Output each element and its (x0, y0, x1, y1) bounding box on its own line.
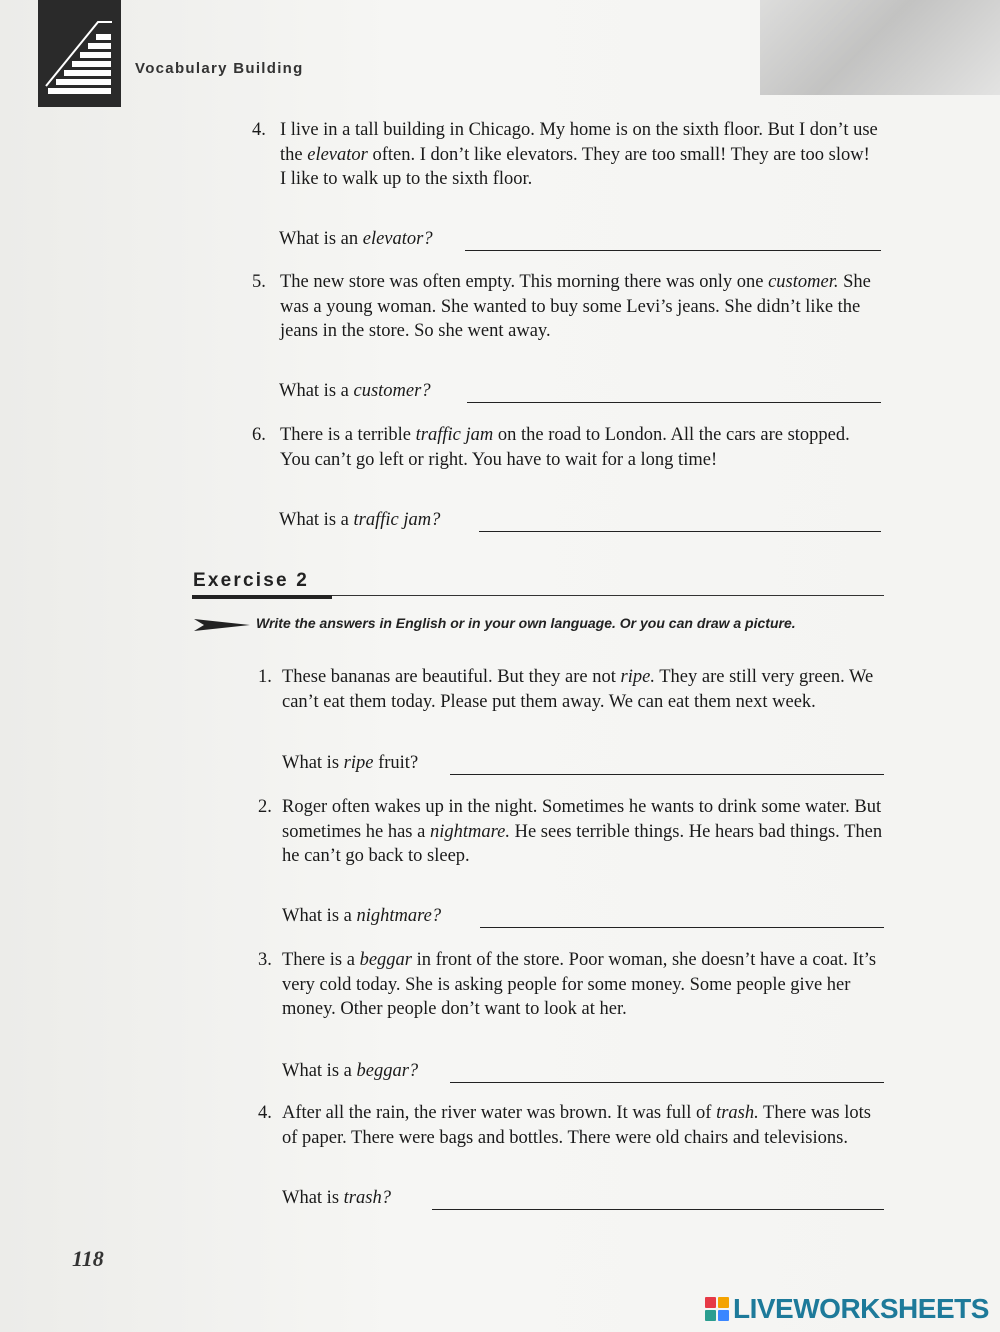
liveworksheets-icon (705, 1297, 729, 1321)
answer-input-beggar[interactable] (450, 1082, 884, 1083)
item-text: There is a beggar in front of the store. Poor woman, she doesn’t have a coat. It’s very cold today. She is asking people for some money. Some people give her money. Other people don’t want to look at her. (282, 950, 877, 1019)
item-number: 3. (258, 950, 272, 970)
exercise-title-underline (192, 595, 332, 599)
page-number: 118 (72, 1246, 104, 1271)
item-text: After all the rain, the river water was brown. It was full of trash. There was lots of paper. There were bags and bottles. There were old chairs and televisions. (282, 1103, 871, 1148)
exercise-rule (332, 595, 884, 596)
question-row (279, 510, 883, 534)
item-text: I live in a tall building in Chicago. My home is on the sixth floor. But I don’t use the elevator often. I don’t like elevators. They are too small! They are too slow! I like to walk up to the sixth floor. (280, 120, 878, 189)
question-row (279, 229, 883, 253)
arrow-icon (194, 617, 250, 633)
question-row (282, 1188, 884, 1212)
question-label: What is a customer? (279, 381, 431, 401)
exercise-title: Exercise 2 (193, 570, 310, 591)
question-row (279, 381, 883, 405)
question-row (282, 1061, 884, 1085)
answer-input-elevator[interactable] (465, 250, 881, 251)
item-number: 1. (258, 667, 272, 687)
question-label: What is a beggar? (282, 1061, 419, 1081)
answer-input-ripe[interactable] (450, 774, 884, 775)
item-number: 5. (252, 272, 266, 292)
question-row (282, 753, 884, 777)
liveworksheets-logo (705, 1293, 989, 1325)
answer-input-customer[interactable] (467, 402, 881, 403)
item-number: 2. (258, 797, 272, 817)
question-label: What is a nightmare? (282, 906, 442, 926)
question-label: What is a traffic jam? (279, 510, 441, 530)
answer-input-traffic-jam[interactable] (479, 531, 881, 532)
item-text: There is a terrible traffic jam on the road to London. All the cars are stopped. You can’t go left or right. You have to wait for a long time! (280, 425, 850, 470)
exercise-instruction: Write the answers in English or in your own language. Or you can draw a picture. (256, 615, 796, 631)
question-label: What is an elevator? (279, 229, 433, 249)
item-text: Roger often wakes up in the night. Sometimes he wants to drink some water. But sometimes he has a nightmare. He sees terrible things. He hears bad things. Then he can’t go back to sleep. (282, 797, 883, 866)
answer-input-trash[interactable] (432, 1209, 884, 1210)
item-number: 6. (252, 425, 266, 445)
item-number: 4. (258, 1103, 272, 1123)
section-title: Vocabulary Building (135, 60, 304, 77)
item-text: The new store was often empty. This morning there was only one customer. She was a young woman. She wanted to buy some Levi’s jeans. She didn’t like the jeans in the store. So she went away. (280, 272, 871, 341)
item-number: 4. (252, 120, 266, 140)
question-row (282, 906, 884, 930)
corner-photo (760, 0, 1000, 95)
question-label: What is ripe fruit? (282, 753, 419, 773)
item-text: These bananas are beautiful. But they are not ripe. They are still very green. We can’t eat them today. Please put them away. We can eat them next week. (282, 667, 874, 712)
brand-name: LIVEWORKSHEETS (733, 1293, 989, 1324)
question-label: What is trash? (282, 1188, 391, 1208)
staircase-icon (38, 0, 121, 107)
answer-input-nightmare[interactable] (480, 927, 884, 928)
